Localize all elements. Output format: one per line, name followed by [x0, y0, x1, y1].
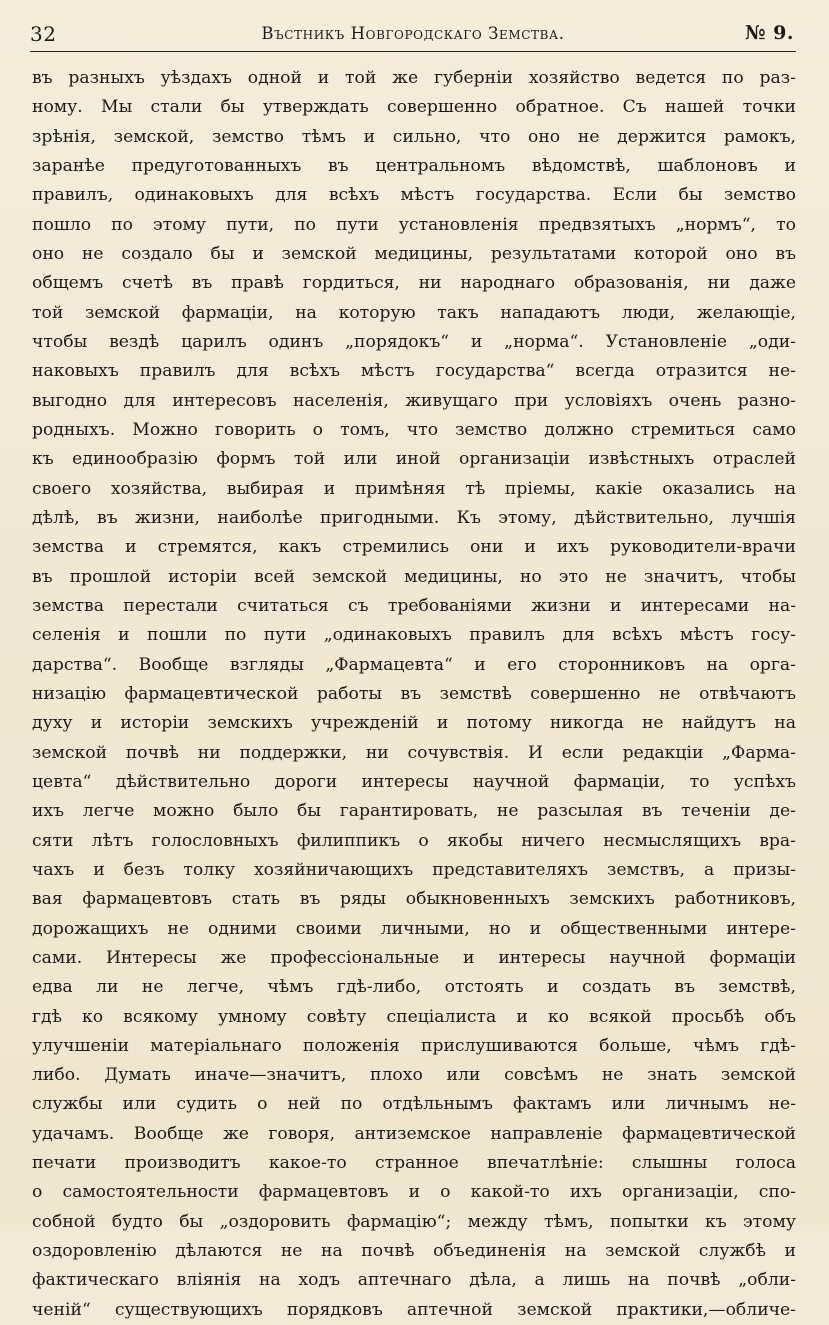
running-title: Въстникъ Новгородскаго Земства.	[261, 24, 565, 43]
text-line: сяти лѣтъ голословныхъ филиппикъ о якобы ничего несмыслящихъ вра-	[32, 830, 796, 851]
text-line: фактическаго вліянія на ходъ аптечнаго дѣла, а лишь на почвѣ „обли-	[32, 1270, 796, 1291]
page-header	[30, 18, 796, 52]
page-number: 32	[30, 22, 57, 46]
text-line: земства и стремятся, какъ стремились они и ихъ руководители-врачи	[32, 537, 796, 558]
text-line: ному. Мы стали бы утверждать совершенно обратное. Съ нашей точки	[32, 97, 796, 118]
text-line: чахъ и безъ толку хозяйничающихъ представителяхъ земствъ, а призы-	[32, 859, 796, 880]
text-line: печати производитъ какое-то странное впечатлѣніе: слышны голоса	[32, 1153, 796, 1174]
text-line: оно не создало бы и земской медицины, результатами которой оно въ	[32, 243, 796, 264]
header-rule	[30, 51, 796, 52]
text-line: наковыхъ правилъ для всѣхъ мѣстъ государства“ всегда отразится не-	[32, 361, 796, 382]
text-line: той земской фармаціи, на которую такъ нападаютъ люди, желающіе,	[32, 302, 796, 323]
text-line: своего хозяйства, выбирая и примѣняя тѣ пріемы, какіе оказались на	[32, 478, 796, 499]
text-line: низацію фармацевтической работы въ земствѣ совершенно не отвѣчаютъ	[32, 683, 796, 704]
text-line: гдѣ ко всякому умному совѣту спеціалиста и ко всякой просьбѣ объ	[32, 1006, 796, 1027]
text-line: родныхъ. Можно говорить о томъ, что земство должно стремиться само	[32, 419, 796, 440]
text-line: цевта“ дѣйствительно дороги интересы научной фармаціи, то успѣхъ	[32, 771, 796, 792]
text-line: дѣлѣ, въ жизни, наиболѣе пригодными. Къ этому, дѣйствительно, лучшія	[32, 507, 796, 528]
text-line: земской почвѣ ни поддержки, ни сочувствія. И если редакціи „Фарма-	[32, 742, 796, 763]
text-line: чтобы вездѣ царилъ одинъ „порядокъ“ и „норма“. Установленіе „оди-	[32, 331, 796, 352]
text-line: заранѣе предуготованныхъ въ центральномъ вѣдомствѣ, шаблоновъ и	[32, 155, 796, 176]
text-line: дарства“. Вообще взгляды „Фармацевта“ и его сторонниковъ на орга-	[32, 654, 796, 675]
text-line: правилъ, одинаковыхъ для всѣхъ мѣстъ государства. Если бы земство	[32, 185, 796, 206]
text-line: къ единообразію формъ той или иной организаціи извѣстныхъ отраслей	[32, 449, 796, 470]
text-line: зрѣнія, земской, земство тѣмъ и сильно, что оно не держится рамокъ,	[32, 126, 796, 147]
text-line: удачамъ. Вообще же говоря, антиземское направленіе фармацевтической	[32, 1123, 796, 1144]
text-line: селенія и пошли по пути „одинаковыхъ правилъ для всѣхъ мѣстъ госу-	[32, 625, 796, 646]
text-line: въ разныхъ уѣздахъ одной и той же губерніи хозяйство ведется по раз-	[32, 68, 796, 88]
text-line: едва ли не легче, чѣмъ гдѣ-либо, отстоять и создать въ земствѣ,	[32, 977, 796, 998]
text-line: общемъ счетѣ въ правѣ гордиться, ни народнаго образованія, ни даже	[32, 273, 796, 294]
text-line: собной будто бы „оздоровить фармацію“; между тѣмъ, попытки къ этому	[32, 1211, 796, 1232]
text-line: въ прошлой исторіи всей земской медицины, но это не значитъ, чтобы	[32, 566, 796, 587]
text-line: вая фармацевтовъ стать въ ряды обыкновенныхъ земскихъ работниковъ,	[32, 889, 796, 910]
text-line: земства перестали считаться съ требованіями жизни и интересами на-	[32, 595, 796, 616]
body-text	[32, 64, 796, 1325]
text-line: дорожащихъ не одними своими личными, но и общественными интере-	[32, 918, 796, 939]
text-line: духу и исторіи земскихъ учрежденій и потому никогда не найдутъ на	[32, 713, 796, 734]
text-line: ченій“ существующихъ порядковъ аптечной земской практики,—обличе-	[32, 1299, 796, 1320]
text-line: пошло по этому пути, по пути установленія предвзятыхъ „нормъ“, то	[32, 214, 796, 235]
text-line: ихъ легче можно было бы гарантировать, не разсылая въ теченіи де-	[32, 801, 796, 822]
text-line: о самостоятельности фармацевтовъ и о какой-то ихъ организаціи, спо-	[32, 1182, 796, 1203]
text-line: либо. Думать иначе—значитъ, плохо или совсѣмъ не знать земской	[32, 1065, 796, 1086]
issue-number: № 9.	[744, 22, 794, 44]
text-line: службы или судить о ней по отдѣльнымъ фактамъ или личнымъ не-	[32, 1094, 796, 1115]
text-line: улучшеніи матеріальнаго положенія прислушиваются больше, чѣмъ гдѣ-	[32, 1035, 796, 1056]
text-line: оздоровленію дѣлаются не на почвѣ объединенія на земской службѣ и	[32, 1241, 796, 1262]
text-line: сами. Интересы же профессіональные и интересы научной формаціи	[32, 947, 796, 968]
text-line: выгодно для интересовъ населенія, живущаго при условіяхъ очень разно-	[32, 390, 796, 411]
